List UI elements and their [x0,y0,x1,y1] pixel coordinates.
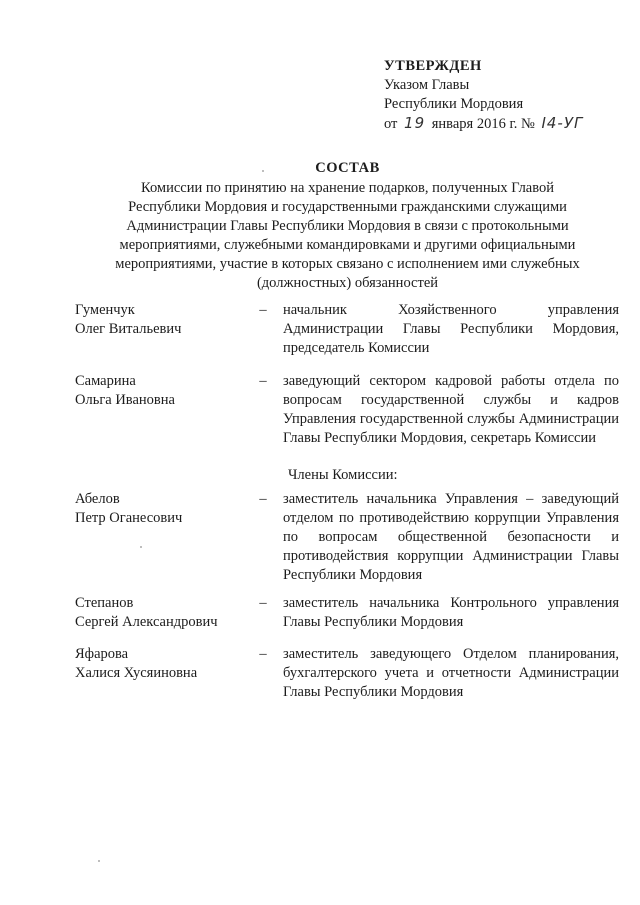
approval-month-year: января 2016 г. № [431,116,535,132]
title-line: мероприятиями, служебными командировками и другими официальными [119,237,576,253]
member-name [75,645,245,683]
member-role: заместитель начальника Контрольного управления Главы Республики Мордовия [283,595,619,630]
approval-title: УТВЕРЖДЕН [384,58,482,74]
member-name [75,372,245,410]
title-line: Комиссии по принятию на хранение подарков, полученных Главой [141,180,554,196]
approval-line-1: Указом Главы [384,77,470,93]
title-line: мероприятиями, участие в которых связано с исполнением ими служебных [115,256,580,272]
member-name [75,490,245,528]
member-given-name: Ольга Ивановна [75,392,175,408]
member-role: начальник Хозяйственного управления Администрации Главы Республики Мордовия, председатель Комиссии [283,302,619,356]
member-dash: – [259,302,267,318]
member-dash: – [259,491,267,507]
scan-speck [140,546,142,548]
member-name [75,594,245,632]
title-line: Республики Мордовия и государственными гражданскими служащими [128,199,567,215]
member-dash: – [259,373,267,389]
member-surname: Степанов [75,595,134,611]
title-line: (должностных) обязанностей [256,275,439,291]
scan-speck [98,860,100,862]
member-role: заместитель начальника Управления – заведующий отделом по противодействию коррупции Управления по вопросам общественной безопасности и противодействия коррупции Администрации Главы Республики Мордовия [283,491,619,583]
scan-speck [262,170,264,172]
member-dash: – [259,646,267,662]
member-given-name: Сергей Александрович [75,614,218,630]
approval-number: I4-УГ [541,114,584,132]
member-given-name: Петр Оганесович [75,510,183,526]
member-surname: Самарина [75,373,136,389]
member-surname: Гуменчук [75,302,135,318]
title-block [80,158,615,293]
title-line: Администрации Главы Республики Мордовия в связи с протокольными [126,218,569,234]
member-name [75,301,245,339]
members-heading: Члены Комиссии: [288,467,398,483]
approval-line-2: Республики Мордовия [384,96,524,112]
member-given-name: Олег Витальевич [75,321,182,337]
member-surname: Яфарова [75,646,129,662]
member-given-name: Халися Хусяиновна [75,665,198,681]
member-role: заведующий сектором кадровой работы отдела по вопросам государственной службы и кадров Управления государственной службы Администрации Главы Республики Мордовия, секретарь Комиссии [283,373,619,446]
member-surname: Абелов [75,491,120,507]
approval-date-prefix: от [384,116,398,132]
member-dash: – [259,595,267,611]
approval-day: 19 [404,114,426,132]
document-title: СОСТАВ [315,160,380,176]
approval-date-line [384,114,624,134]
member-role: заместитель заведующего Отделом планирования, бухгалтерского учета и отчетности Администрации Главы Республики Мордовия [283,646,619,700]
approval-block [384,56,624,134]
